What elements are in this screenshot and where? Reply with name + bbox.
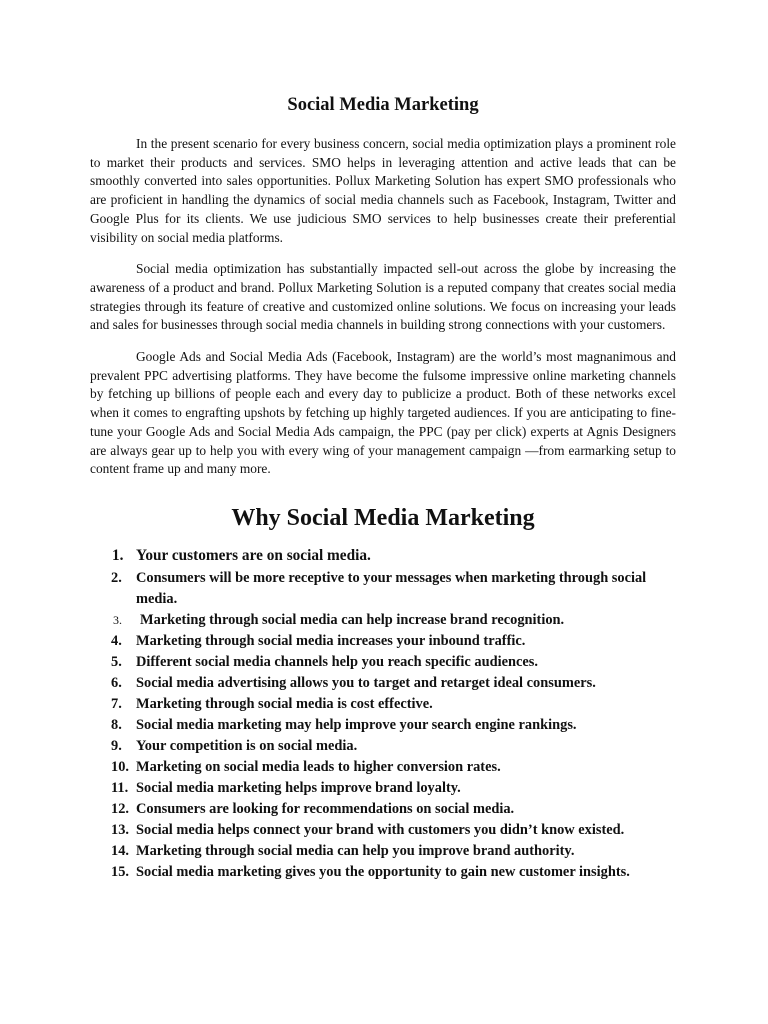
list-item: [90, 610, 676, 631]
list-item-text: Your competition is on social media.: [136, 737, 358, 754]
paragraph-1: In the present scenario for every business concern, social media optimization plays a prominent role to market their products and services. SMO helps in leveraging attention and active leads that can be smoothly converted into sales opportunities. Pollux Marketing Solution has expert SMO professionals who are proficient in handling the dynamics of social media channels such as Facebook, Instagram, Twitter and Google Plus for its clients. We use judicious SMO services to help businesses create their preferential visibility on social media platforms.: [90, 136, 676, 245]
list-item-text: Marketing on social media leads to higher conversion rates.: [136, 758, 501, 775]
list-item: [90, 631, 676, 652]
list-item-text: Social media marketing helps improve brand loyalty.: [136, 779, 461, 796]
page-title: Social Media Marketing: [287, 95, 479, 115]
list-item-number: 3.: [113, 612, 122, 627]
list-item-text: Marketing through social media can help you improve brand authority.: [136, 842, 575, 859]
list-item-text: Social media marketing may help improve your search engine rankings.: [136, 716, 577, 733]
paragraph-3: Google Ads and Social Media Ads (Facebook, Instagram) are the world’s most magnanimous and prevalent PPC advertising platforms. They have become the fulsome impressive online marketing channels by fetching up billions of people each and every day to publicize a product. Both of these networks excel when it comes to engrafting upshots by fetching up highly targeted audiences. If you are anticipating to fine-tune your Google Ads and Social Media Ads campaign, the PPC (pay per click) experts at Agnis Designers are always gear up to help you with every wing of your management campaign —from earmarking setup to content frame up and many more.: [90, 349, 676, 477]
list-item: [90, 545, 676, 566]
list-item-text: Social media marketing gives you the opportunity to gain new customer insights.: [136, 863, 630, 880]
list-item: [90, 820, 676, 841]
list-item-number: 11.: [111, 779, 129, 796]
list-item: [90, 757, 676, 778]
list-item: [90, 841, 676, 862]
list-item-number: 10.: [111, 758, 129, 775]
list-item: [90, 652, 676, 673]
list-item-number: 2.: [111, 569, 122, 586]
list-item: [90, 736, 676, 757]
list-item-number: 9.: [111, 737, 122, 754]
list-item: [90, 715, 676, 736]
list-item-text: Marketing through social media can help increase brand recognition.: [140, 611, 565, 628]
list-item-number: 1.: [112, 546, 124, 564]
list-item-text: Different social media channels help you reach specific audiences.: [136, 653, 538, 670]
paragraph-2: Social media optimization has substantially impacted sell-out across the globe by increasing the awareness of a product and brand. Pollux Marketing Solution is a reputed company that creates social media strategies through its feature of creative and customized online solutions. We focus on increasing your leads and sales for businesses through social media channels in building strong connections with your customers.: [90, 261, 676, 333]
list-item-number: 7.: [111, 695, 122, 712]
list-item-number: 13.: [111, 821, 129, 838]
list-item: [90, 568, 676, 610]
list-item-text: Consumers are looking for recommendations on social media.: [136, 800, 515, 817]
list-item-text: Social media advertising allows you to target and retarget ideal consumers.: [136, 674, 596, 691]
list-item-number: 5.: [111, 653, 122, 670]
list-item-text: Social media helps connect your brand with customers you didn’t know existed.: [136, 821, 625, 838]
list-item-number: 6.: [111, 674, 122, 691]
reasons-list: [90, 545, 676, 883]
list-item: [90, 799, 676, 820]
list-item: [90, 778, 676, 799]
list-item-text: Marketing through social media is cost effective.: [136, 695, 433, 712]
list-item-text: Marketing through social media increases your inbound traffic.: [136, 632, 526, 649]
document-page: [90, 93, 676, 883]
list-item-text: Your customers are on social media.: [136, 546, 371, 564]
list-item-number: 14.: [111, 842, 129, 859]
list-item-number: 15.: [111, 863, 129, 880]
list-item: [90, 694, 676, 715]
list-item-text: Consumers will be more receptive to your messages when marketing through social media.: [136, 569, 647, 607]
list-item-number: 12.: [111, 800, 129, 817]
list-item-number: 8.: [111, 716, 122, 733]
list-item: [90, 673, 676, 694]
list-item-number: 4.: [111, 632, 122, 649]
list-item: [90, 862, 676, 883]
section-heading: Why Social Media Marketing: [231, 504, 535, 531]
